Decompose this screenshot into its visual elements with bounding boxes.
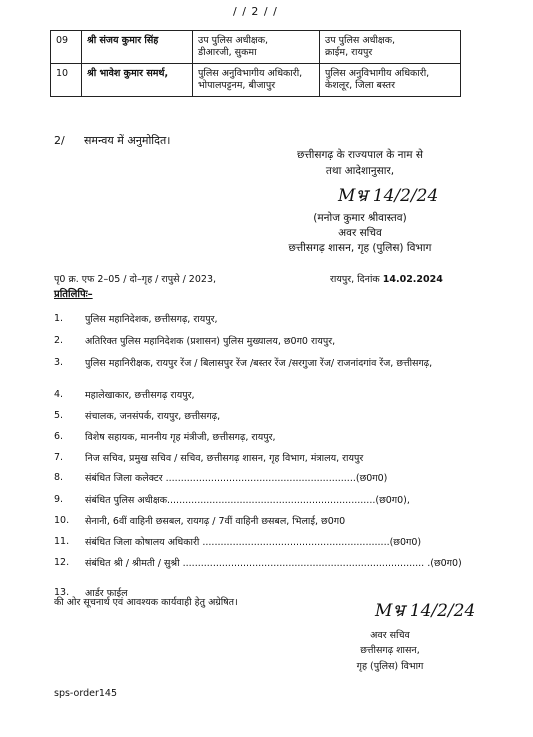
officer-name-cell: श्री संजय कुमार सिंह <box>82 31 193 64</box>
copy-heading: प्रतिलिपिः– <box>54 289 93 300</box>
closing-line: की ओर सूचनार्थ एवं आवश्यक कार्यवाही हेतु अग्रेषित। <box>54 597 238 608</box>
place-label: रायपुर, दिनांक <box>330 274 380 285</box>
file-reference-footer: sps-order145 <box>54 688 117 699</box>
new-post-cell: उप पुलिस अधीक्षक, क्राईम, रायपुर <box>320 31 461 64</box>
page-number: / / 2 / / <box>233 5 278 18</box>
endorsement-number: 2/ <box>54 134 65 147</box>
signatory-designation: अवर सचिव <box>338 227 382 239</box>
signature-mark: Mभ्र 14/2/24 <box>338 186 439 206</box>
signatory-department: छत्तीसगढ़ शासन, गृह (पुलिस) विभाग <box>288 242 432 254</box>
closing-govt: छत्तीसगढ़ शासन, <box>360 645 420 656</box>
closing-department: गृह (पुलिस) विभाग <box>356 661 424 672</box>
endorsement-line <box>54 133 170 148</box>
authority-line-2: तथा आदेशानुसार, <box>325 165 395 177</box>
table-row <box>51 31 461 64</box>
new-post-cell: पुलिस अनुविभागीय अधिकारी, केशलूर, जिला बस्तर <box>320 64 461 97</box>
closing-designation: अवर सचिव <box>370 630 410 641</box>
authority-line-1: छत्तीसगढ़ के राज्यपाल के नाम से <box>297 149 423 161</box>
officers-table <box>50 30 461 97</box>
officer-name-cell: श्री भावेश कुमार समर्थ, <box>82 64 193 97</box>
serial-cell: 09 <box>51 31 82 64</box>
current-post-cell: उप पुलिस अधीक्षक, डीआरजी, सुकमा <box>193 31 320 64</box>
reference-number: पृ0 क्र. एफ 2–05 / दो–गृह / रापुसे / 2023, <box>54 274 217 285</box>
table-row <box>51 64 461 97</box>
current-post-cell: पुलिस अनुविभागीय अधिकारी, भोपालपट्टनम, बीजापुर <box>193 64 320 97</box>
serial-cell: 10 <box>51 64 82 97</box>
endorsement-text: समन्वय में अनुमोदित। <box>84 134 171 147</box>
signature-mark-2: Mभ्र 14/2/24 <box>375 601 476 621</box>
signatory-name: (मनोज कुमार श्रीवास्तव) <box>313 212 407 224</box>
date-line <box>330 272 443 285</box>
order-date: 14.02.2024 <box>382 274 443 285</box>
